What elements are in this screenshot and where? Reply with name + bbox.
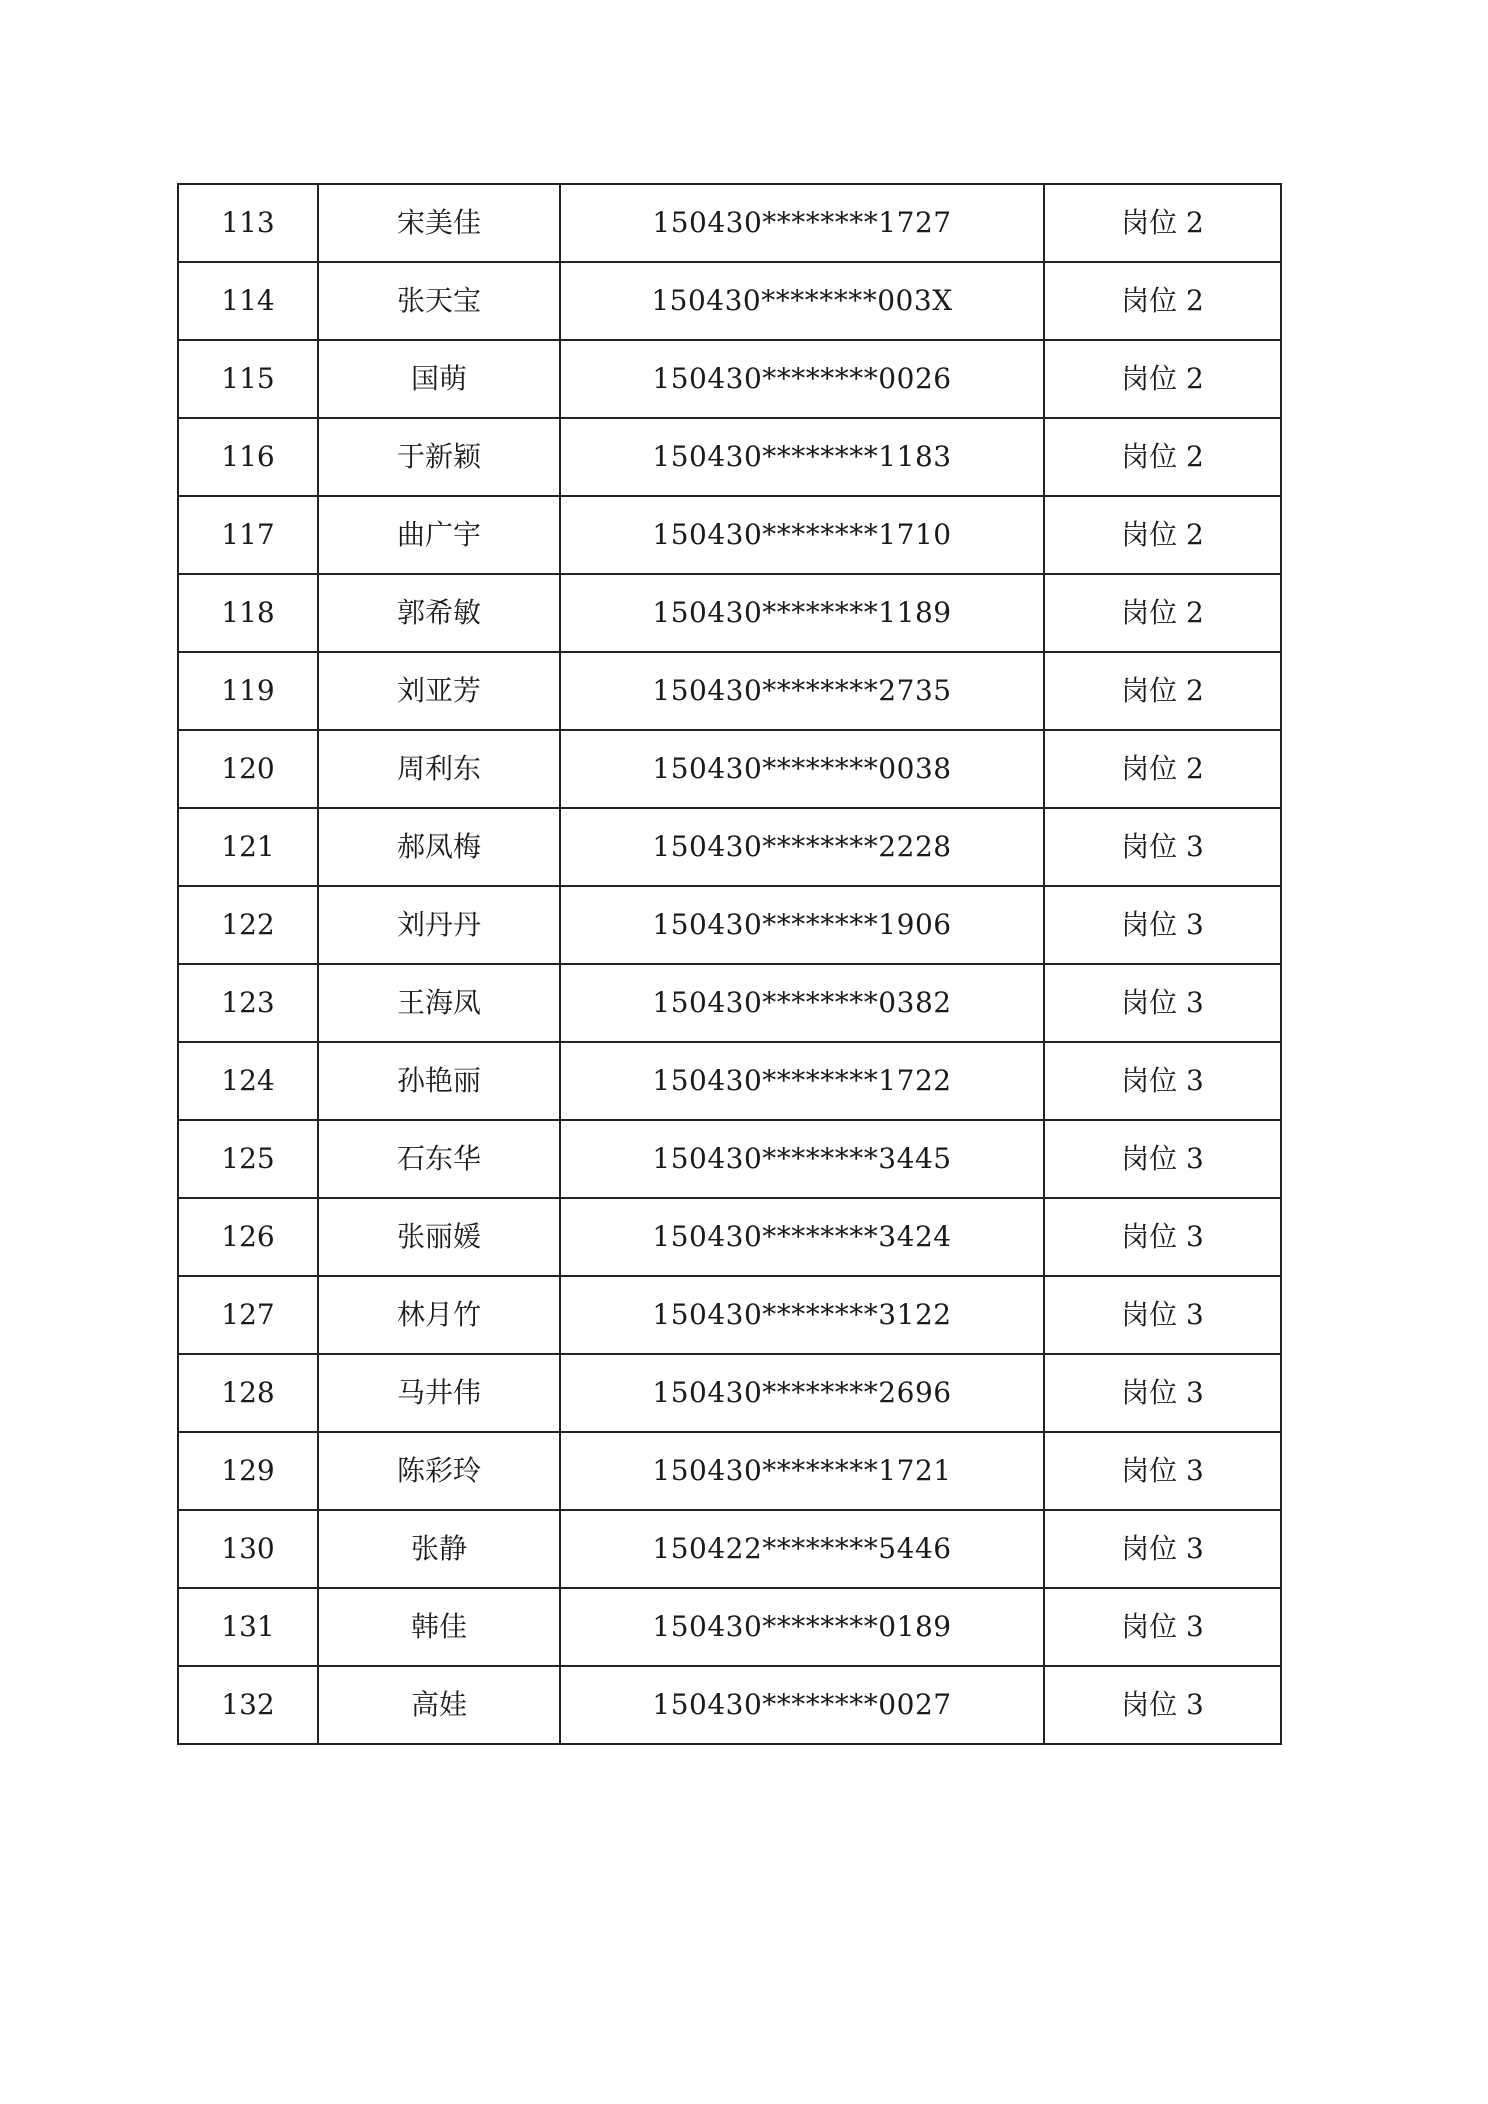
row-name: 陈彩玲 xyxy=(318,1432,560,1510)
row-seq: 121 xyxy=(178,808,318,886)
row-post: 岗位 3 xyxy=(1044,1042,1281,1120)
row-name: 韩佳 xyxy=(318,1588,560,1666)
table-row xyxy=(178,1042,1281,1120)
row-name: 曲广宇 xyxy=(318,496,560,574)
table-row xyxy=(178,1276,1281,1354)
table-row xyxy=(178,730,1281,808)
table-row xyxy=(178,496,1281,574)
row-post: 岗位 2 xyxy=(1044,730,1281,808)
row-id-number: 150430********1727 xyxy=(560,184,1044,262)
row-id-number: 150430********1189 xyxy=(560,574,1044,652)
row-post: 岗位 3 xyxy=(1044,1120,1281,1198)
row-name: 于新颖 xyxy=(318,418,560,496)
table-row xyxy=(178,652,1281,730)
row-id-number: 150430********2735 xyxy=(560,652,1044,730)
row-seq: 129 xyxy=(178,1432,318,1510)
row-seq: 123 xyxy=(178,964,318,1042)
roster-body xyxy=(178,184,1281,1744)
row-seq: 120 xyxy=(178,730,318,808)
row-name: 郝凤梅 xyxy=(318,808,560,886)
row-id-number: 150430********0189 xyxy=(560,1588,1044,1666)
row-id-number: 150430********1722 xyxy=(560,1042,1044,1120)
row-seq: 130 xyxy=(178,1510,318,1588)
row-name: 张丽媛 xyxy=(318,1198,560,1276)
row-post: 岗位 3 xyxy=(1044,1588,1281,1666)
row-id-number: 150430********0038 xyxy=(560,730,1044,808)
row-id-number: 150430********1721 xyxy=(560,1432,1044,1510)
row-id-number: 150430********3424 xyxy=(560,1198,1044,1276)
row-post: 岗位 3 xyxy=(1044,1198,1281,1276)
row-post: 岗位 2 xyxy=(1044,652,1281,730)
table-row xyxy=(178,1588,1281,1666)
row-id-number: 150422********5446 xyxy=(560,1510,1044,1588)
row-post: 岗位 2 xyxy=(1044,496,1281,574)
row-seq: 124 xyxy=(178,1042,318,1120)
row-seq: 125 xyxy=(178,1120,318,1198)
row-name: 国萌 xyxy=(318,340,560,418)
row-seq: 122 xyxy=(178,886,318,964)
row-seq: 131 xyxy=(178,1588,318,1666)
table-row xyxy=(178,808,1281,886)
row-id-number: 150430********003X xyxy=(560,262,1044,340)
row-id-number: 150430********0027 xyxy=(560,1666,1044,1744)
table-row xyxy=(178,886,1281,964)
row-name: 张静 xyxy=(318,1510,560,1588)
row-id-number: 150430********1906 xyxy=(560,886,1044,964)
row-id-number: 150430********3445 xyxy=(560,1120,1044,1198)
row-post: 岗位 2 xyxy=(1044,340,1281,418)
row-seq: 118 xyxy=(178,574,318,652)
row-post: 岗位 3 xyxy=(1044,1354,1281,1432)
row-name: 宋美佳 xyxy=(318,184,560,262)
row-id-number: 150430********3122 xyxy=(560,1276,1044,1354)
row-seq: 113 xyxy=(178,184,318,262)
row-id-number: 150430********2228 xyxy=(560,808,1044,886)
row-seq: 115 xyxy=(178,340,318,418)
row-seq: 127 xyxy=(178,1276,318,1354)
row-id-number: 150430********1183 xyxy=(560,418,1044,496)
row-seq: 128 xyxy=(178,1354,318,1432)
table-row xyxy=(178,964,1281,1042)
row-post: 岗位 2 xyxy=(1044,262,1281,340)
table-row xyxy=(178,1510,1281,1588)
table-row xyxy=(178,1666,1281,1744)
table-row xyxy=(178,1198,1281,1276)
row-name: 周利东 xyxy=(318,730,560,808)
row-seq: 132 xyxy=(178,1666,318,1744)
row-name: 孙艳丽 xyxy=(318,1042,560,1120)
row-name: 林月竹 xyxy=(318,1276,560,1354)
row-post: 岗位 3 xyxy=(1044,1666,1281,1744)
row-post: 岗位 3 xyxy=(1044,964,1281,1042)
table-row xyxy=(178,340,1281,418)
row-name: 郭希敏 xyxy=(318,574,560,652)
table-row xyxy=(178,1120,1281,1198)
table-row xyxy=(178,1432,1281,1510)
row-post: 岗位 3 xyxy=(1044,1510,1281,1588)
row-id-number: 150430********2696 xyxy=(560,1354,1044,1432)
row-seq: 117 xyxy=(178,496,318,574)
row-post: 岗位 2 xyxy=(1044,574,1281,652)
row-seq: 126 xyxy=(178,1198,318,1276)
table-row xyxy=(178,262,1281,340)
table-row xyxy=(178,184,1281,262)
row-name: 刘丹丹 xyxy=(318,886,560,964)
table-row xyxy=(178,1354,1281,1432)
row-id-number: 150430********1710 xyxy=(560,496,1044,574)
row-name: 高娃 xyxy=(318,1666,560,1744)
row-name: 王海凤 xyxy=(318,964,560,1042)
row-post: 岗位 3 xyxy=(1044,808,1281,886)
row-id-number: 150430********0026 xyxy=(560,340,1044,418)
row-seq: 114 xyxy=(178,262,318,340)
row-post: 岗位 3 xyxy=(1044,1432,1281,1510)
table-row xyxy=(178,574,1281,652)
row-id-number: 150430********0382 xyxy=(560,964,1044,1042)
row-post: 岗位 2 xyxy=(1044,184,1281,262)
row-name: 马井伟 xyxy=(318,1354,560,1432)
row-name: 张天宝 xyxy=(318,262,560,340)
row-name: 石东华 xyxy=(318,1120,560,1198)
row-name: 刘亚芳 xyxy=(318,652,560,730)
roster-table xyxy=(177,183,1282,1745)
row-seq: 116 xyxy=(178,418,318,496)
row-post: 岗位 2 xyxy=(1044,418,1281,496)
table-row xyxy=(178,418,1281,496)
row-post: 岗位 3 xyxy=(1044,886,1281,964)
row-post: 岗位 3 xyxy=(1044,1276,1281,1354)
row-seq: 119 xyxy=(178,652,318,730)
